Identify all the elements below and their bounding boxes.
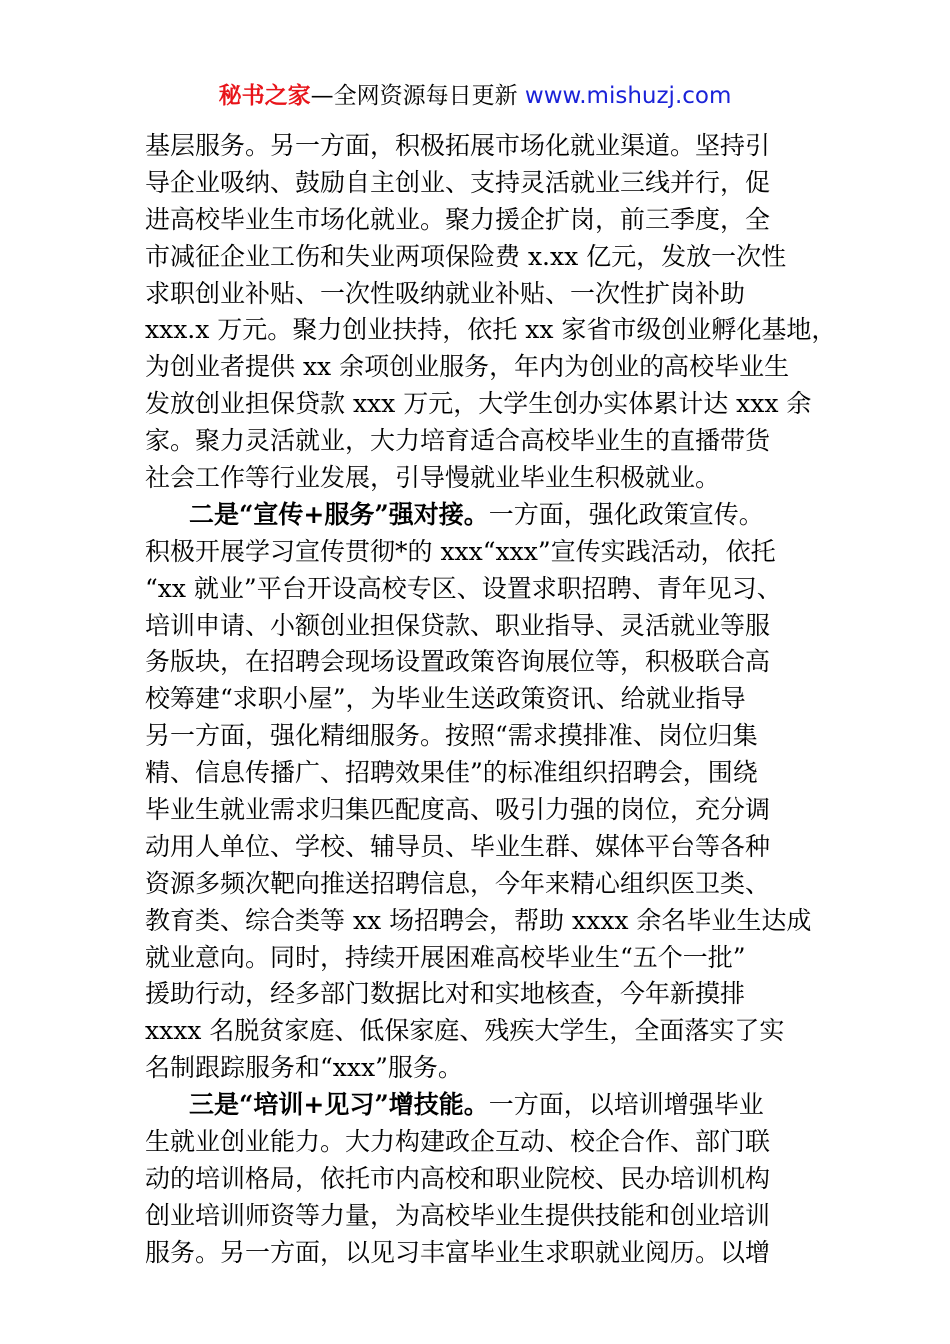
body-line: 另一方面，强化精细服务。按照“需求摸排准、岗位归集: [145, 721, 758, 751]
site-url-link[interactable]: www.mishuzj.com: [524, 83, 732, 109]
section-heading: 二是“宣传+服务”强对接。: [189, 499, 489, 529]
body-line-rest: 一方面，强化政策宣传。: [488, 499, 764, 529]
body-line: 动用人单位、学校、辅导员、毕业生群、媒体平台等各种: [145, 831, 771, 861]
body-line: 援助行动，经多部门数据比对和实地核查，今年新摸排: [145, 979, 746, 1009]
body-line: 生就业创业能力。大力构建政企互动、校企合作、部门联: [145, 1127, 771, 1157]
body-line: 名制跟踪服务和“xxx”服务。: [145, 1053, 463, 1083]
body-line: 基层服务。另一方面，积极拓展市场化就业渠道。坚持引: [145, 131, 771, 160]
body-line-rest: 一方面，以培训增强毕业: [488, 1090, 764, 1120]
section-heading: 三是“培训+见习”增技能。: [189, 1090, 489, 1120]
body-line: 家。聚力灵活就业，大力培育适合高校毕业生的直播带货: [145, 426, 771, 456]
brand-name: 秘书之家: [218, 83, 311, 109]
body-line: 创业培训师资等力量，为高校毕业生提供技能和创业培训: [145, 1200, 771, 1230]
body-line: 精、信息传播广、招聘效果佳”的标准组织招聘会，围绕: [145, 758, 758, 788]
paragraph-first-line: [145, 497, 815, 534]
body-line: 发放创业担保贷款 xxx 万元，大学生创办实体累计达 xxx 余: [145, 389, 812, 419]
body-line: 为创业者提供 xx 余项创业服务，年内为创业的高校毕业生: [145, 352, 790, 382]
body-line: xxxx 名脱贫家庭、低保家庭、残疾大学生，全面落实了实: [145, 1016, 785, 1046]
body-line: xxx.x 万元。聚力创业扶持，依托 xx 家省市级创业孵化基地，: [145, 315, 837, 345]
body-line: 毕业生就业需求归集匹配度高、吸引力强的岗位，充分调: [145, 795, 771, 825]
site-header: [0, 80, 950, 112]
body-line: 教育类、综合类等 xx 场招聘会，帮助 xxxx 余名毕业生达成: [145, 905, 812, 935]
body-line: 积极开展学习宣传贯彻*的 xxx“xxx”宣传实践活动，依托: [145, 536, 776, 566]
body-line: 导企业吸纳、鼓励自主创业、支持灵活就业三线并行，促: [145, 167, 771, 197]
body-line: 服务。另一方面，以见习丰富毕业生求职就业阅历。以增: [145, 1237, 771, 1267]
body-line: 务版块，在招聘会现场设置政策咨询展位等，积极联合高: [145, 647, 771, 677]
body-line: “xx 就业”平台开设高校专区、设置求职招聘、青年见习、: [145, 573, 782, 603]
paragraph-first-line: [145, 1087, 815, 1124]
body-line: 社会工作等行业发展，引导慢就业毕业生积极就业。: [145, 463, 721, 493]
body-line: 动的培训格局，依托市内高校和职业院校、民办培训机构: [145, 1163, 771, 1193]
body-line: 资源多频次靶向推送招聘信息，今年来精心组织医卫类、: [145, 868, 771, 898]
body-line: 进高校毕业生市场化就业。聚力援企扩岗，前三季度，全: [145, 204, 771, 234]
body-line: 市减征企业工伤和失业两项保险费 x.xx 亿元，发放一次性: [145, 241, 787, 271]
header-tagline: —全网资源每日更新: [310, 83, 525, 109]
body-line: 求职创业补贴、一次性吸纳就业补贴、一次性扩岗补助: [145, 278, 746, 308]
body-line: 校筹建“求职小屋”，为毕业生送政策资讯、给就业指导: [145, 684, 746, 714]
body-line: 培训申请、小额创业担保贷款、职业指导、灵活就业等服: [145, 610, 771, 640]
document-body: [145, 128, 837, 1272]
body-line: 就业意向。同时，持续开展困难高校毕业生“五个一批”: [145, 942, 746, 972]
